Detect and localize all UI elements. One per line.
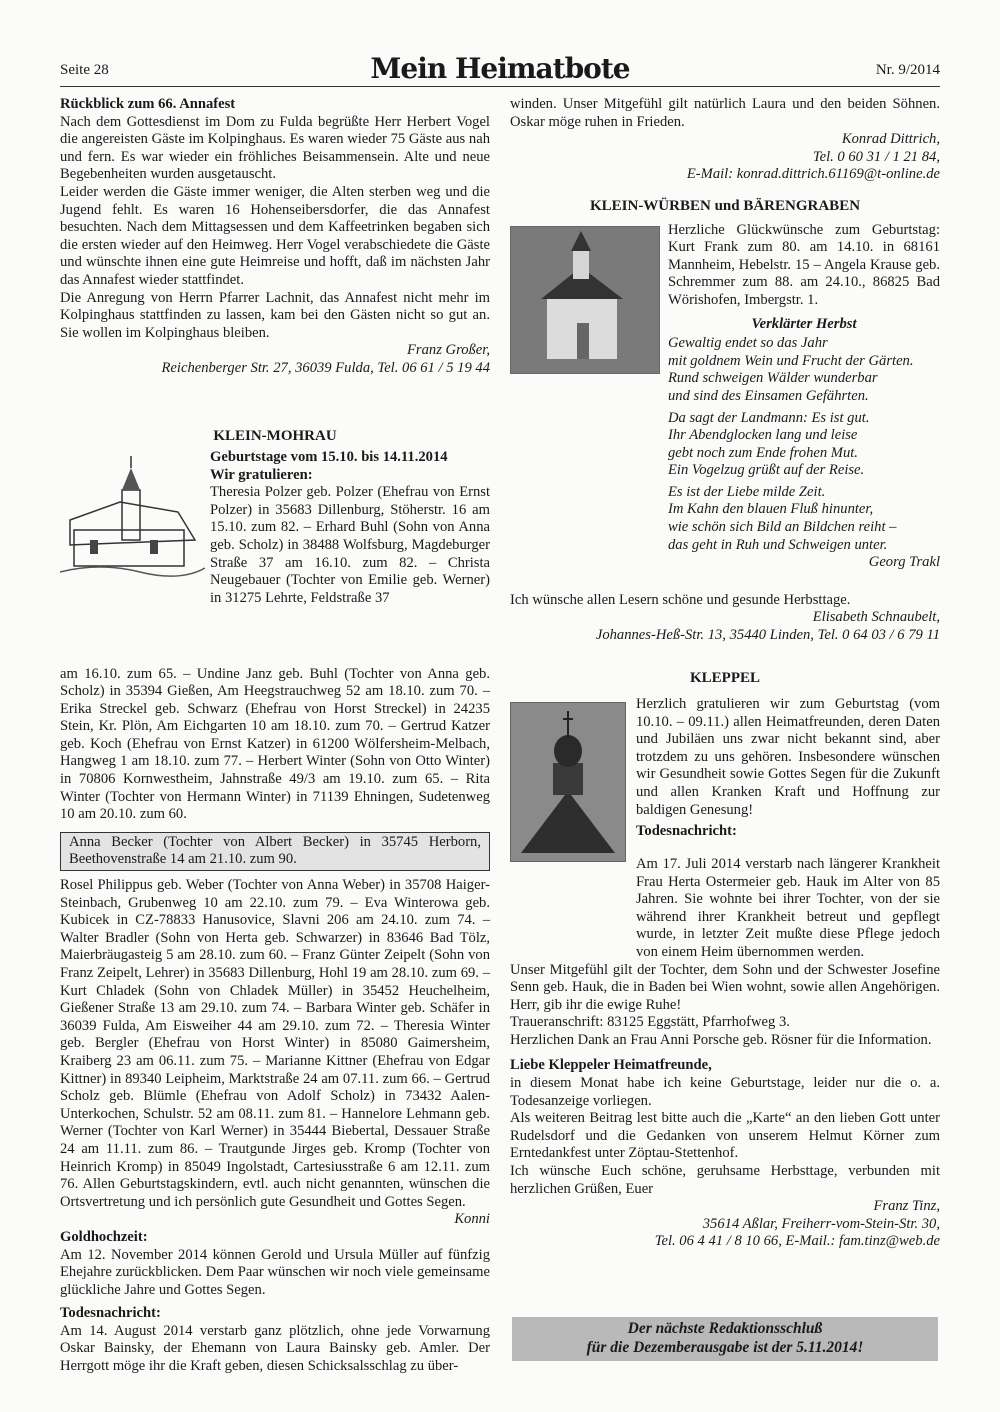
poem-line: wie schön sich Bild an Bildchen reiht – — [668, 519, 897, 536]
kleppel-block — [510, 696, 940, 932]
klein-mohrau-intro — [60, 427, 490, 606]
annafest-address: Reichenberger Str. 27, 36039 Fulda, Tel. 06 61 / 5 19 44 — [161, 359, 490, 376]
klein-mohrau-subtitle: Wir gratulieren: — [210, 466, 313, 483]
annafest-signature: Franz Großer, — [407, 342, 490, 359]
poem-line: Ein Vogelzug grüßt auf der Reise. — [668, 462, 865, 479]
kleppel-text: Als weiteren Beitrag lest bitte auch die „Karte“ an den lieben Gott unter Rudelsdorf und die Gedanken von unserem Helmut Körner zum Erntedankfest unter Zöptau-Stettenhof. — [510, 1110, 940, 1162]
goldhochzeit-title: Goldhochzeit: — [60, 1228, 148, 1245]
annafest-paragraph: Die Anregung von Herrn Pfarrer Lachnit, das Annafest nicht mehr im Kolpinghaus stattfinden zu lassen, kam bei den Gästen nicht so gut an. Sie wollen im Kolpinghaus bleiben. — [60, 289, 490, 341]
schnaubelt-address: Johannes-Heß-Str. 13, 35440 Linden, Tel. 0 64 03 / 6 79 11 — [595, 626, 940, 643]
klein-wuerben-block — [510, 222, 940, 592]
right-column — [510, 96, 940, 1251]
poem-line: das geht in Ruh und Schweigen unter. — [668, 536, 888, 553]
birthday-list: Theresia Polzer geb. Polzer (Ehefrau von Ernst Polzer) in 35683 Dillenburg, Stöherstr. 16 am 15.10. zum 82. – Erhard Buhl (Sohn von Anna geb. Scholz) in 38488 Wolfsburg, Magdeburger Straße 37 am 16.10. zum 82. – Christa Neugebauer (Tochter von Emilie geb. Werner) in 31275 Lehrte, Feldstraße 37 — [210, 484, 490, 606]
klein-wuerben-wish: Ich wünsche allen Lesern schöne und gesunde Herbsttage. — [510, 591, 851, 608]
dittrich-email: E-Mail: konrad.dittrich.61169@t-online.de — [686, 166, 940, 183]
tinz-signature: Franz Tinz, — [873, 1198, 940, 1215]
deadline-line: für die Dezemberausgabe ist der 5.11.2014! — [586, 1339, 864, 1356]
annafest-paragraph: Leider werden die Gäste immer weniger, die Alten sterben weg und die Jugend fehlt. Es waren 16 Hohenseibersdorfer, die das Annafest besuchten. Nach dem Mittagsessen und dem Kaffeetrinken begaben sich die ersten wieder auf den Heimweg. Herr Vogel verabschiedete die Gäste und wünschte ihnen eine gute Heimreise und hofft, daß im nächsten Jahr das Annafest wieder stattfindet. — [60, 183, 490, 288]
poem-author: Georg Trakl — [868, 554, 940, 571]
birthday-list: am 16.10. zum 65. – Undine Janz geb. Buhl (Tochter von Anna geb. Scholz) in 35394 Gießen, Am Heegstrauchweg 52 am 18.10. zum 70. – Erika Streckel geb. Schwarz (Ehefrau von Horst Streckel) in 24235 Stein, Kr. Plön, Am Eichgarten 10 am 18.10. zum 70. – Gertrud Katzer geb. Koch (Ehefrau von Ernst Katzer) in 61200 Wölfersheim-Melbach, Hangweg 1 am 18.10. zum 77. – Herbert Winter (Sohn von Otto Winter) in 70806 Kornwestheim, Jahnstraße 49/3 am 19.10. zum 65. – Rita Winter (Tochter von Hermann Winter) in 71139 Ehningen, Sudetenweg 10 am 20.10. zum 60. — [60, 665, 490, 823]
poem-line: Gewaltig endet so das Jahr — [668, 335, 828, 352]
left-column — [60, 96, 490, 1376]
highlight-text: Anna Becker (Tochter von Albert Becker) in 35745 Herborn, Beethovenstraße 14 am 21.10. zum 90. — [69, 833, 481, 868]
goldhochzeit-text: Am 12. November 2014 können Gerold und Ursula Müller auf fünfzig Ehejahre zurückblicken. Dem Paar wünschen wir noch viele gemeinsame glückliche Jahre und Gottes Segen. — [60, 1246, 490, 1298]
header-rule — [60, 86, 940, 87]
poem-line: Ihr Abendglocken lang und leise — [668, 427, 858, 444]
section-title-kleppel: KLEPPEL — [689, 670, 760, 687]
issue-number: Nr. 9/2014 — [875, 62, 940, 78]
kleppel-todesnachricht-title: Todesnachricht: — [636, 823, 737, 840]
section-title-klein-mohrau: KLEIN-MOHRAU — [213, 427, 337, 444]
kleppel-text: Herzlichen Dank an Frau Anni Porsche geb. Rösner für die Information. — [510, 1031, 932, 1048]
continued-text: winden. Unser Mitgefühl gilt natürlich Laura und den beiden Söhnen. Oskar möge ruhen in Frieden. — [510, 96, 940, 130]
section-title-klein-wuerben: KLEIN-WÜRBEN und BÄRENGRABEN — [589, 197, 861, 214]
poem-line: mit goldnem Wein und Frucht der Gärten. — [668, 352, 914, 369]
page-header — [60, 52, 940, 88]
tinz-contact: Tel. 06 4 41 / 8 10 66, E-Mail.: fam.tinz@web.de — [654, 1233, 940, 1250]
birthday-list: Rosel Philippus geb. Weber (Tochter von Anna Weber) in 35708 Haiger-Steinbach, Grubenweg 10 am 22.10. zum 79. – Eva Winterowa geb. Kubicek in CZ-78833 Hanusovice, Slavni 206 am 24.10. zum 74. – Walter Bradler (Sohn von Herta geb. Schwarzer) in 83646 Bad Tölz, Maierbräugasteig 5 am 28.10. zum 60. – Franz Günter Zeipelt (Sohn von Franz Zeipelt, Lehrer) in 35683 Dillenburg, Hohl 19 am 28.10. zum 69. – Kurt Chladek (Sohn von Chladek Müller) in 35452 Heuchelheim, Gießener Straße 13 am 29.10. zum 74. – Barbara Winter geb. Schäfer in 36039 Fulda, Am Eisweiher 44 am 29.10. zum 72. – Theresia Winter geb. Bergler (Ehefrau von Horst Winter) in 85080 Gaimersheim, Kraiberg 23 am 06.11. zum 75. – Marianne Kittner (Ehefrau von Edgar Kittner) in 89340 Leipheim, Marktstraße 24 am 07.11. zum 66. – Gertrud Scholz geb. Blümle (Ehefrau von Adolf Scholz) in 73432 Aalen-Unterkochen, Schulstr. 52 am 08.11. zum 81. – Hannelore Lehmann geb. Werner (Tochter von Karl Werner) in 35444 Biebertal, Dessauer Straße 24 am 11.11. zum 86. – Trautgunde Jirges geb. Kromp (Tochter von Heinrich Kromp) in 85049 Ingolstadt, Cartesiusstraße 6 am 12.11. zum 76. Allen Geburtstagskindern, evtl. auch nicht genannten, wünschen die Ortsvertretung und ich persönlich gute Gesundheit und Gottes Segen. — [60, 877, 490, 1210]
poem-title: Verklärter Herbst — [751, 315, 857, 332]
poem-stanza — [668, 410, 940, 480]
poem — [668, 335, 940, 572]
klein-mohrau-signature: Konni — [454, 1211, 490, 1228]
dittrich-phone: Tel. 0 60 31 / 1 21 84, — [812, 148, 940, 165]
dittrich-signature: Konrad Dittrich, — [841, 131, 940, 148]
deadline-line: Der nächste Redaktionsschluß — [627, 1320, 823, 1337]
poem-line: Im Kahn den blauen Fluß hinunter, — [668, 501, 874, 518]
page-number: Seite 28 — [60, 62, 109, 78]
highlight-box — [60, 832, 490, 871]
annafest-paragraph: Nach dem Gottesdienst im Dom zu Fulda begrüßte Herr Herbert Vogel die angereisten Gäste im Kolpinghaus. Es waren wieder 75 Gäste aus nah und fern. Es war wieder ein fröhliches Beisammensein. Alte und neue Begebenheiten wurden ausgetauscht. — [60, 113, 490, 183]
poem-line: gebt noch zum Ende frohen Mut. — [668, 444, 858, 461]
tinz-address: 35614 Aßlar, Freiherr-vom-Stein-Str. 30, — [702, 1215, 940, 1232]
poem-line: Da sagt der Landmann: Es ist gut. — [668, 409, 870, 426]
todesnachricht-title: Todesnachricht: — [60, 1305, 161, 1322]
kleppel-text: Traueranschrift: 83125 Eggstätt, Pfarrhofweg 3. — [510, 1014, 790, 1031]
kleppel-greeting-title: Liebe Kleppeler Heimatfreunde, — [510, 1057, 712, 1074]
klein-mohrau-subtitle: Geburtstage vom 15.10. bis 14.11.2014 — [210, 449, 448, 466]
masthead: Mein Heimatbote — [370, 52, 630, 85]
kleppel-todesnachricht-text: Am 17. Juli 2014 verstarb nach längerer Krankheit Frau Herta Ostermeier geb. Hauk im Alter von 85 Jahren. Sie wohnte bei ihrer Tochter, von der sie während ihrer Krankheit betreut und gepflegt wurde, in letzter Zeit mußte diese Pflege jedoch von einem Heim übernommen werden. — [636, 855, 940, 960]
schnaubelt-signature: Elisabeth Schnaubelt, — [812, 609, 940, 626]
kleppel-text: Ich wünsche Euch schöne, geruhsame Herbsttage, verbunden mit herzlichen Grüßen, Euer — [510, 1163, 940, 1197]
kleppel-text: in diesem Monat habe ich keine Geburtstage, leider nur die o. a. Todesanzeige vorliegen. — [510, 1075, 940, 1109]
bell-tower-photo — [510, 702, 626, 862]
kleppel-text: Unser Mitgefühl gilt der Tochter, dem Sohn und der Schwester Josefine Senn geb. Hauk, die in Baden bei Wien wohnt, sowie allen Angehörigen. Herr, gib ihr die ewige Ruhe! — [510, 961, 940, 1013]
church-drawing — [60, 450, 205, 580]
annafest-title: Rückblick zum 66. Annafest — [60, 96, 236, 112]
poem-line: Rund schweigen Wälder wunderbar — [668, 370, 878, 387]
kleppel-text: Herzlich gratulieren wir zum Geburtstag (vom 10.10. – 09.11.) allen Heimatfreunden, deren Daten und Jubiläen uns zwar nicht bekannt sind, aber trotzdem zu uns gehören. Insbesondere wünschen wir Gesundheit sowie Gottes Segen für die Zukunft und allen Kranken Kraft und Hoffnung zur baldigen Genesung! — [636, 695, 940, 818]
klein-wuerben-text: Herzliche Glückwünsche zum Geburtstag: Kurt Frank zum 80. am 14.10. in 68161 Mannheim, Hebelstr. 15 – Angela Krause geb. Schremmer zum 88. am 24.10., 86825 Bad Wörishofen, Imbergstr. 1. — [668, 221, 940, 308]
chapel-photo — [510, 226, 660, 374]
poem-stanza — [668, 484, 940, 554]
deadline-banner — [512, 1317, 938, 1361]
todesnachricht-text: Am 14. August 2014 verstarb ganz plötzlich, ohne jede Vorwarnung Oskar Bainsky, der Ehemann von Laura Bainsky geb. Amler. Der Herrgott möge ihr die Kraft geben, diesen Schicksalsschlag zu über- — [60, 1322, 490, 1375]
poem-stanza — [668, 335, 940, 405]
poem-line: und sind des Einsamen Gefährten. — [668, 387, 869, 404]
poem-line: Es ist der Liebe milde Zeit. — [668, 483, 826, 500]
